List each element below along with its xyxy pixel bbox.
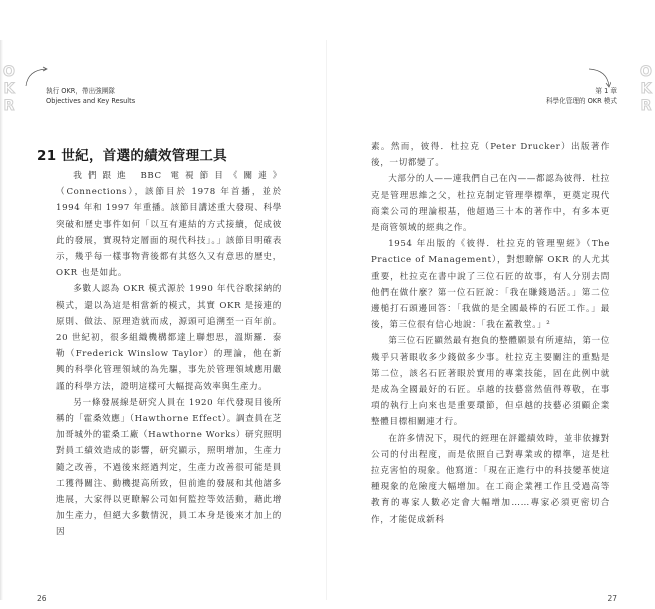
paragraph: 在許多情況下，現代的經理在評鑑績效時，並非依據對公司的付出程度，而是依照自己對專業或的標準，這是杜拉克害怕的現象。他寫道：「現在正進行中的科技變革使這種現象的危險度大幅增加。在工商企業裡工作且受過高等教育的專家人數必定會大幅增加……專家必須更密切合作，才能促成新科 [371, 433, 610, 525]
paragraph: 我們跟進 BBC 電視節目《關連》（Connections），該節目於 1978 年首播，並於 1994 年和 1997 年重播。該節目講述重大發現、科學突破和歷史事件如何「以互有連結的方式接續，促成彼此的發展，實現特定層面的現代科技」。」該節目明確表示，幾乎每一樣事物背後都有其悠久又有意思的歷史，OKR 也是如此。 [56, 171, 282, 279]
okr-logo-mark-right [639, 64, 653, 115]
left-page [0, 0, 327, 609]
curved-arrow-icon [585, 66, 611, 88]
chapter-label: 第 1 章 [595, 87, 617, 95]
okr-letter-k: K [640, 81, 652, 97]
page-number: 26 [37, 594, 47, 603]
running-head-left [46, 86, 135, 106]
paragraph: 1954 年出版的《彼得．杜拉克的管理聖經》（The Practice of Management），對想瞭解 OKR 的人尤其重要，杜拉克在書中說了三位石匠的故事，有人分別去問他們在做什麼？第一位石匠說：「我在賺錢過活。」第二位邊槌打石頭邊回答：「我做的是全國最棒的石匠工作。」最後，第三位很有信心地說：「我在蓋教堂。」² [371, 239, 610, 331]
paragraph: 大部分的人——連我們自己在內——都認為彼得．杜拉克是管理思維之父，杜拉克制定管理學標準，更奠定現代商業公司的理論根基，他超過三十本的著作中，有多本更是商管領域的經典之作。 [371, 174, 610, 234]
page-number: 27 [607, 594, 617, 603]
book-title: 執行 OKR，帶出強團隊 [46, 87, 115, 95]
paragraph: 另一條發展線是研究人員在 1920 年代發現目後所稱的「霍桑效應」（Hawthorne Effect）。調查員在芝加哥城外的霍桑工廠（Hawthorne Works）研究照明對員工績效造成的影響，研究顯示，照明增加，生產力隨之改善，不過後來經過判定，生產力改善很可能是員工獲得關注、動機提高所致，但前進的發展和其他諸多進展，大家得以更瞭解公司如何監控等效活動，藉此增加生產力，但絕大多數情況，員工本身是後來才加上的因 [56, 397, 282, 538]
paragraph: 第三位石匠顯然最有抱負的整體願景有所連結，第一位幾乎只著眼收多少錢做多少事。杜拉克主要關注的重點是第二位，該名石匠著眼於實用的專業技能，固在此例中就是成為全國最好的石匠。卓越的技藝當然值得尊敬，在事項的執行上向來也是重要環節，但卓越的技藝必須顧企業整體目標相關連才行。 [371, 336, 610, 428]
left-body-text [56, 168, 282, 541]
okr-letter-k: K [3, 81, 15, 97]
paragraph: 素。然而，彼得．杜拉克（Peter Drucker）出版著作後，一切都變了。 [371, 142, 610, 169]
running-head-right [546, 86, 617, 106]
book-subtitle: Objectives and Key Results [46, 97, 136, 105]
paragraph: 多數人認為 OKR 模式源於 1990 年代谷歌採納的模式，還以為這是相當新的模式，其實 OKR 是接連的原則、做法、原理造就而成，源頭可追溯至一百年前。20 世紀初，很多組織機構都達上聯想思，溫斯羅．泰勒（Frederick Winslow Taylor）的理論，他在新興的科學化管理領域的為先驅，事先於管理領域應用嚴謹的科學方法，證明這樣可大幅提高效率與生產力。 [56, 284, 282, 392]
curved-arrow-icon [24, 66, 50, 88]
okr-letter-r: R [640, 98, 652, 114]
okr-logo-mark-left [2, 64, 16, 115]
okr-letter-r: R [3, 98, 15, 114]
okr-letter-o: O [3, 64, 15, 80]
section-heading: 21 世紀，首選的績效管理工具 [37, 148, 227, 164]
right-body-text [371, 139, 610, 528]
chapter-title: 科學化管理的 OKR 模式 [545, 97, 617, 105]
okr-letter-o: O [640, 64, 652, 80]
